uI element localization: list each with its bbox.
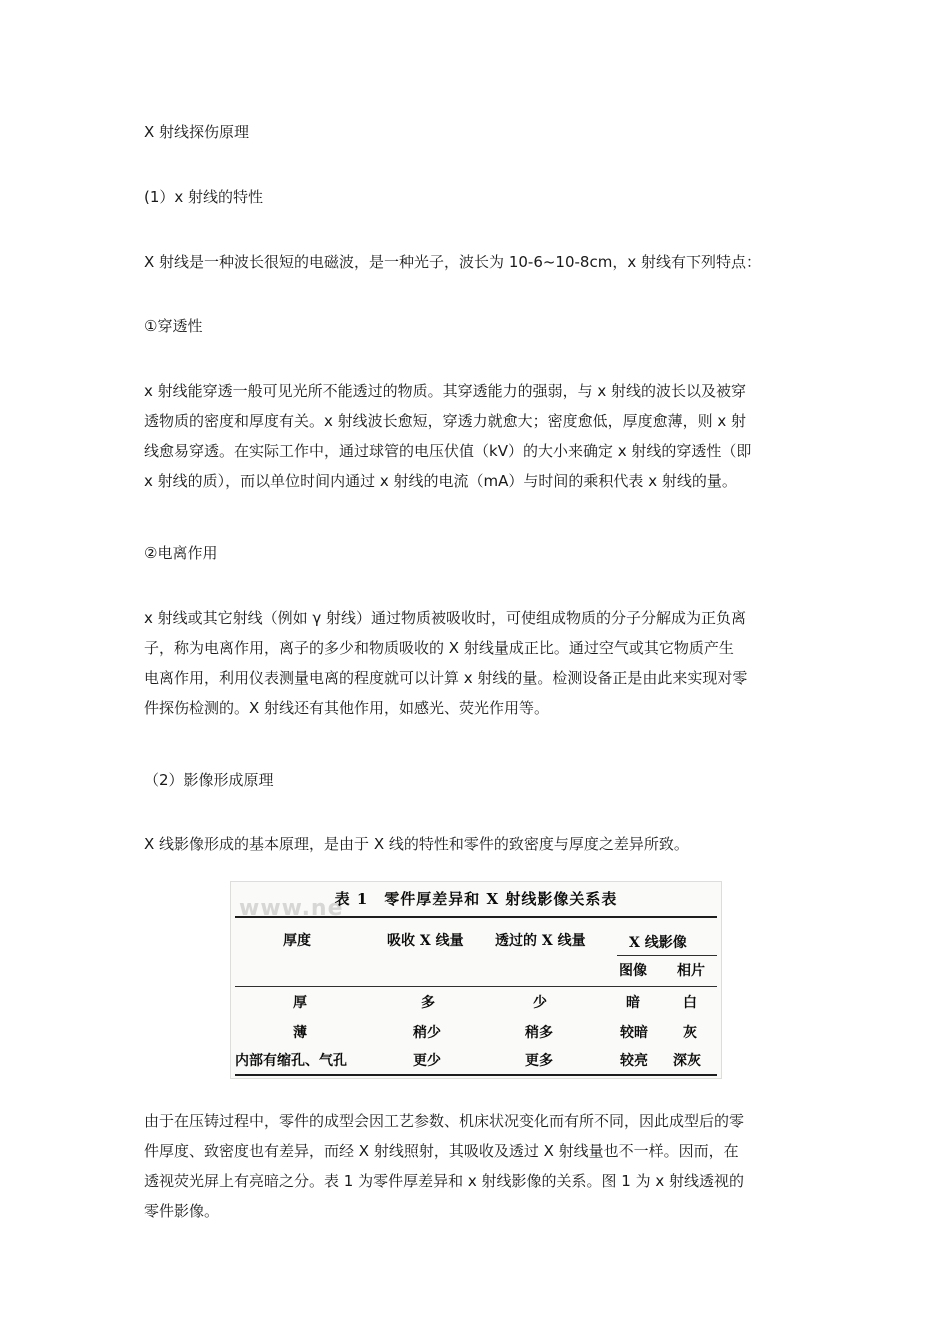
sub2-paragraph — [144, 603, 808, 723]
header-image-group: X 线影像 — [629, 935, 687, 951]
header-bottom-rule — [235, 986, 717, 987]
sub1-heading: ①穿透性 — [144, 317, 203, 335]
intro-paragraph: X 射线是一种波长很短的电磁波，是一种光子，波长为 10-6~10-8cm，x 射线有下列特点： — [144, 253, 761, 271]
paragraph-line: 件厚度、致密度也有差异，而经 X 射线照射，其吸收及透过 X 射线量也不一样。因而，在 — [144, 1142, 739, 1160]
paragraph-line: 线愈易穿透。在实际工作中，通过球管的电压伏值（kV）的大小来确定 x 射线的穿透性（即 — [144, 442, 752, 460]
paragraph-line: x 射线能穿透一般可见光所不能透过的物质。其穿透能力的强弱，与 x 射线的波长以及被穿 — [144, 382, 747, 400]
table-figure — [230, 881, 722, 1079]
document-title: X 射线探伤原理 — [144, 123, 250, 141]
row2-absorbed: 稍少 — [413, 1025, 441, 1041]
row1-photo: 白 — [683, 995, 697, 1011]
header-thickness: 厚度 — [283, 933, 311, 949]
table-top-rule — [235, 916, 717, 918]
paragraph-line: 子，称为电离作用，离子的多少和物质吸收的 X 射线量成正比。通过空气或其它物质产生 — [144, 639, 734, 657]
row1-transmitted: 少 — [533, 995, 547, 1011]
paragraph-line: 件探伤检测的。X 射线还有其他作用，如感光、荧光作用等。 — [144, 699, 550, 717]
row2-thickness: 薄 — [293, 1025, 307, 1041]
paragraph-line: 透物质的密度和厚度有关。x 射线波长愈短，穿透力就愈大；密度愈低，厚度愈薄，则 x 射 — [144, 412, 747, 430]
row1-thickness: 厚 — [293, 995, 307, 1011]
row3-photo: 深灰 — [673, 1053, 701, 1069]
row2-transmitted: 稍多 — [525, 1025, 553, 1041]
paragraph-line: 透视荧光屏上有亮暗之分。表 1 为零件厚差异和 x 射线影像的关系。图 1 为 x 射线透视的 — [144, 1172, 744, 1190]
section2-intro: X 线影像形成的基本原理，是由于 X 线的特性和零件的致密度与厚度之差异所致。 — [144, 835, 689, 853]
paragraph-line: x 射线或其它射线（例如 γ 射线）通过物质被吸收时，可使组成物质的分子分解成为正负离 — [144, 609, 747, 627]
sub2-heading: ②电离作用 — [144, 544, 218, 562]
section1-heading: (1）x 射线的特性 — [144, 188, 264, 206]
row1-absorbed: 多 — [421, 995, 435, 1011]
row3-absorbed: 更少 — [413, 1053, 441, 1069]
row2-image: 较暗 — [620, 1025, 648, 1041]
sub1-paragraph — [144, 376, 808, 496]
header-transmitted: 透过的 X 线量 — [495, 933, 586, 949]
row3-transmitted: 更多 — [525, 1053, 553, 1069]
header-absorbed: 吸收 X 线量 — [387, 933, 464, 949]
paragraph-line: 零件影像。 — [144, 1202, 220, 1220]
section2-heading: （2）影像形成原理 — [144, 771, 274, 789]
header-image: 图像 — [619, 963, 647, 979]
table-bottom-rule — [235, 1074, 717, 1076]
watermark-text: www.ne — [239, 896, 344, 921]
paragraph-line: x 射线的质），而以单位时间内通过 x 射线的电流（mA）与时间的乘积代表 x 射线的量。 — [144, 472, 737, 490]
row1-image: 暗 — [626, 995, 640, 1011]
row3-thickness: 内部有缩孔、气孔 — [235, 1053, 347, 1069]
closing-paragraph — [144, 1106, 808, 1226]
header-photo: 相片 — [677, 963, 705, 979]
paragraph-line: 由于在压铸过程中，零件的成型会因工艺参数、机床状况变化而有所不同，因此成型后的零 — [144, 1112, 745, 1130]
header-subrule — [617, 955, 717, 956]
row3-image: 较亮 — [620, 1053, 648, 1069]
row2-photo: 灰 — [683, 1025, 697, 1041]
table-title: 表 1 零件厚差异和 X 射线影像关系表 — [334, 890, 618, 908]
paragraph-line: 电离作用，利用仪表测量电离的程度就可以计算 x 射线的量。检测设备正是由此来实现对零 — [144, 669, 748, 687]
